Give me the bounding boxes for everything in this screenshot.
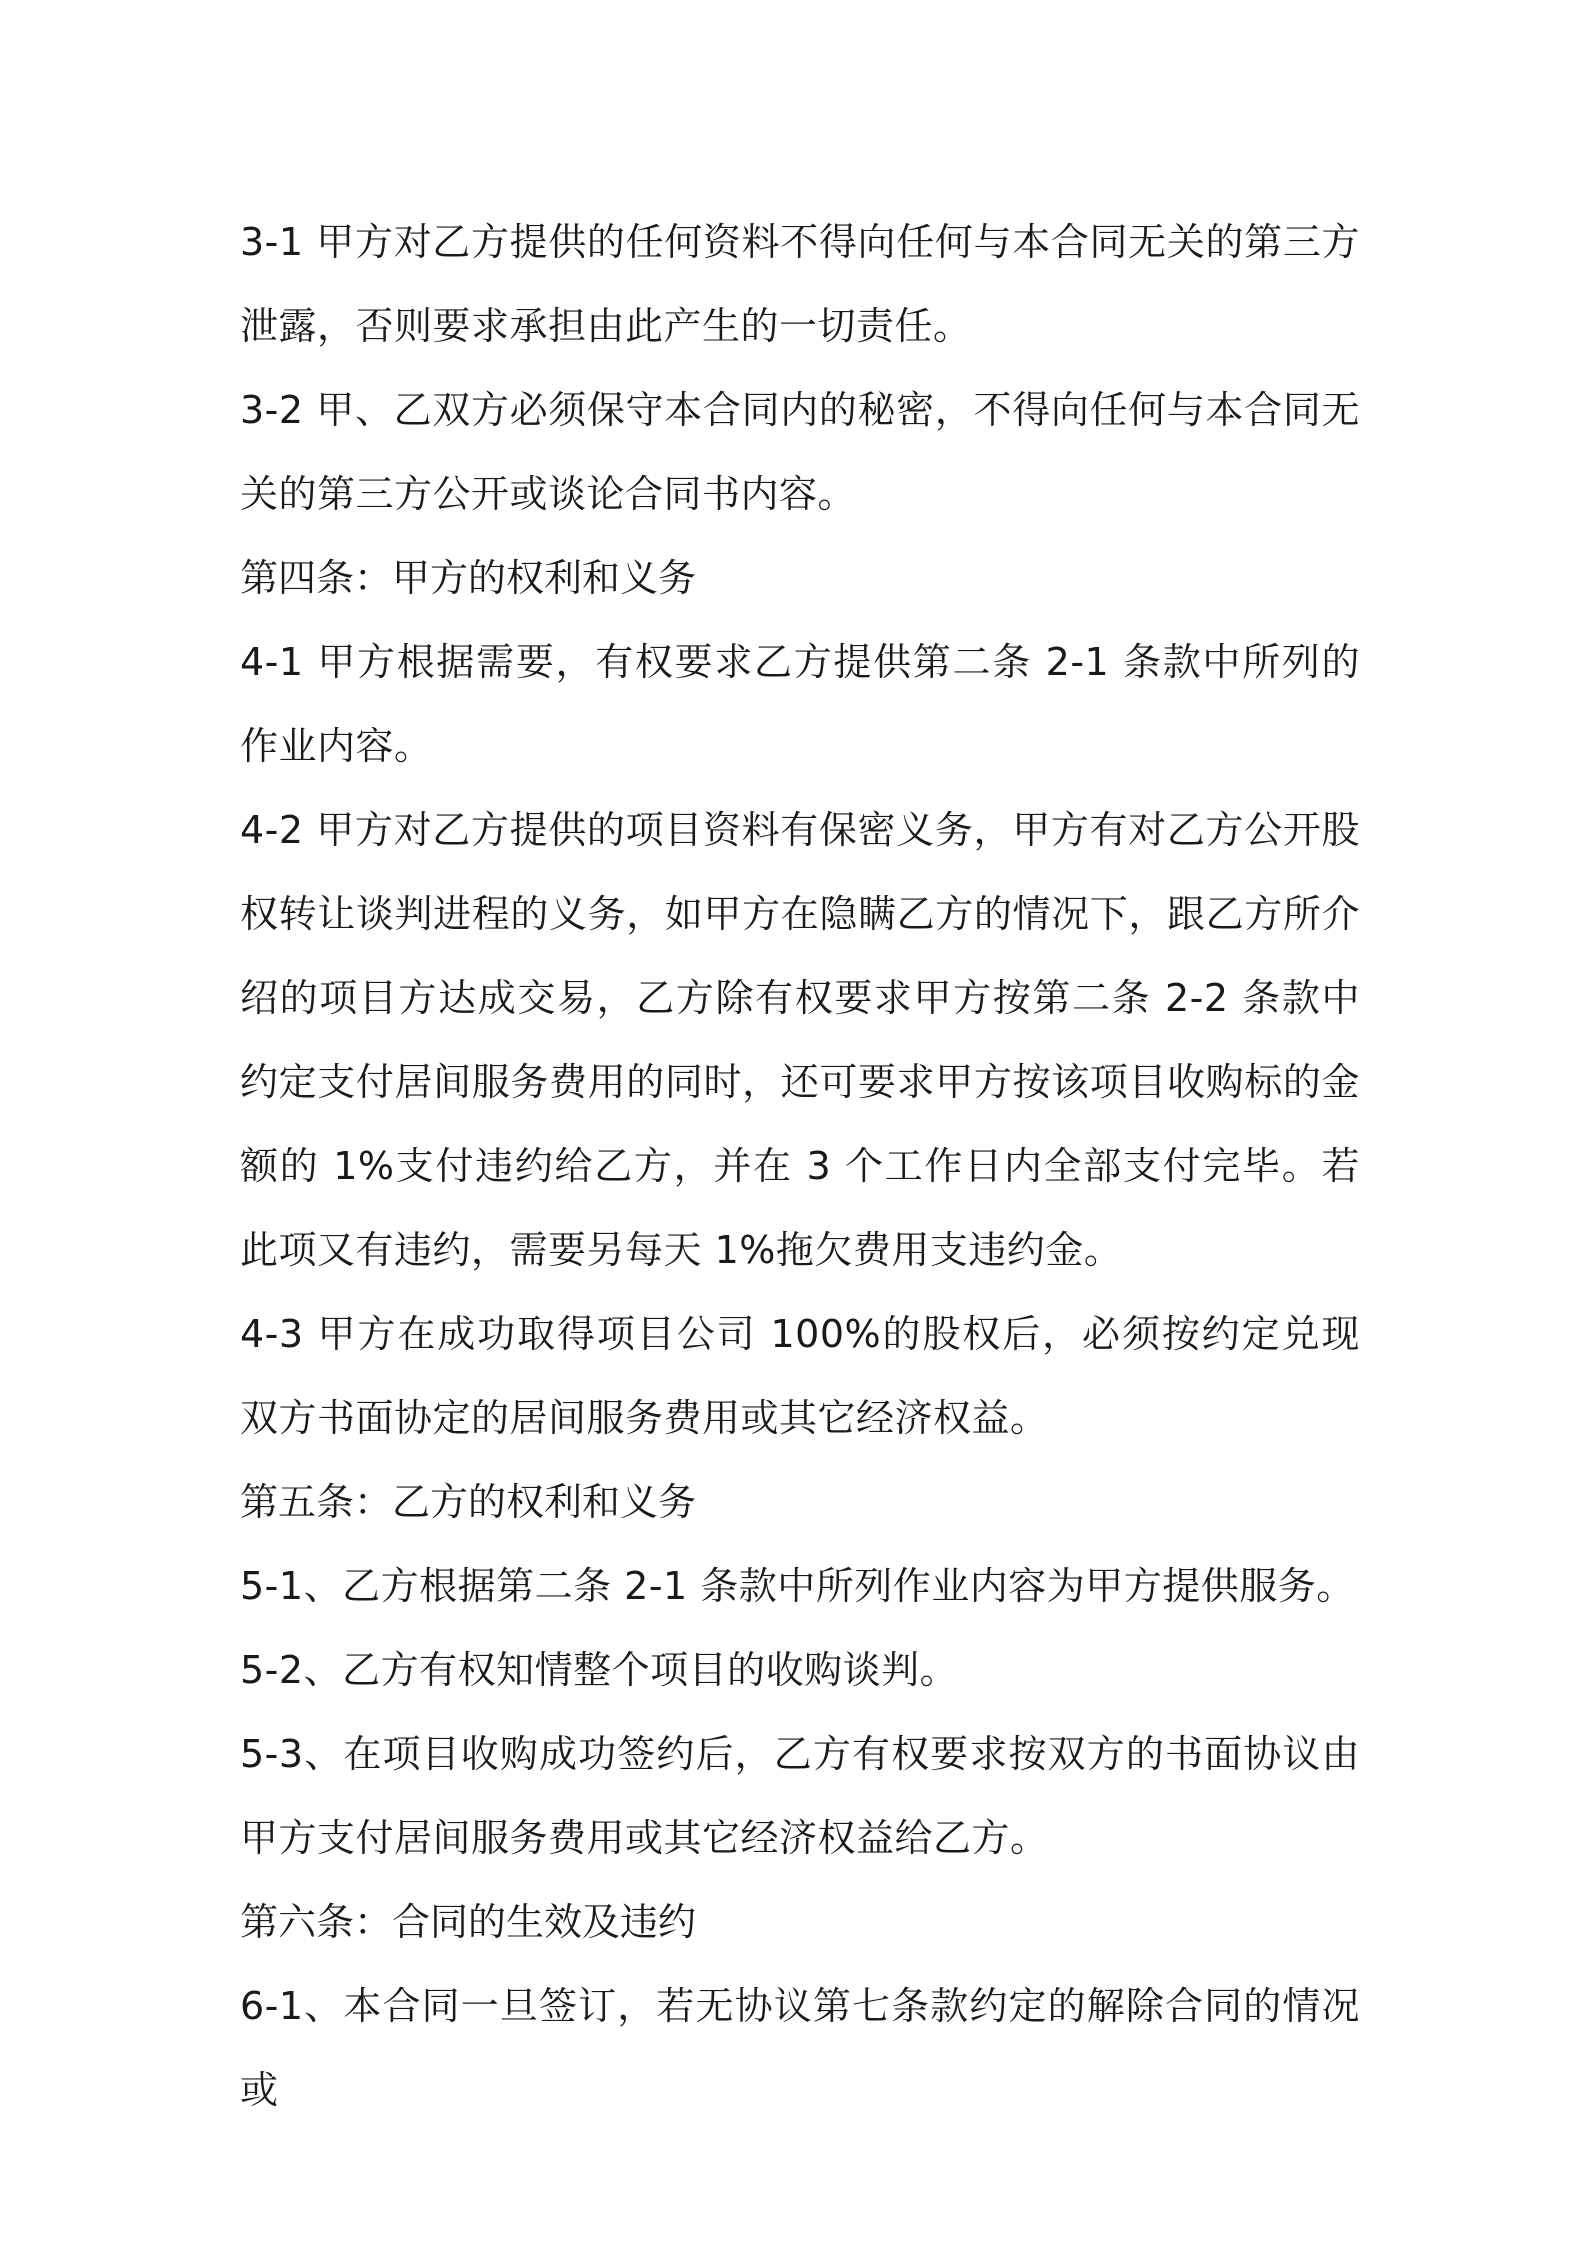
clause-3-2: 3-2 甲、乙双方必须保守本合同内的秘密，不得向任何与本合同无关的第三方公开或谈论合同书内容。 — [240, 388, 1360, 516]
section-heading-article-5: 第五条：乙方的权利和义务 — [240, 1480, 697, 1524]
clause-4-3: 4-3 甲方在成功取得项目公司 100%的股权后，必须按约定兑现双方书面协定的居间服务费用或其它经济权益。 — [240, 1312, 1360, 1440]
clause-3-1: 3-1 甲方对乙方提供的任何资料不得向任何与本合同无关的第三方泄露，否则要求承担由此产生的一切责任。 — [240, 220, 1360, 348]
clause-5-1: 5-1、乙方根据第二条 2-1 条款中所列作业内容为甲方提供服务。 — [240, 1564, 1355, 1608]
section-heading-article-6: 第六条：合同的生效及违约 — [240, 1900, 697, 1944]
section-heading-article-4: 第四条：甲方的权利和义务 — [240, 556, 697, 600]
document-page — [240, 200, 1360, 2132]
clause-4-2: 4-2 甲方对乙方提供的项目资料有保密义务，甲方有对乙方公开股权转让谈判进程的义务，如甲方在隐瞒乙方的情况下，跟乙方所介绍的项目方达成交易，乙方除有权要求甲方按第二条 2-2 条款中约定支付居间服务费用的同时，还可要求甲方按该项目收购标的金额的 1%支付违约给乙方，并在 3 个工作日内全部支付完毕。若此项又有违约，需要另每天 1%拖欠费用支违约金。 — [240, 808, 1360, 1272]
clause-5-2: 5-2、乙方有权知情整个项目的收购谈判。 — [240, 1648, 959, 1692]
clause-6-1: 6-1、本合同一旦签订，若无协议第七条款约定的解除合同的情况或 — [240, 1984, 1360, 2112]
clause-5-3: 5-3、在项目收购成功签约后，乙方有权要求按双方的书面协议由甲方支付居间服务费用或其它经济权益给乙方。 — [240, 1732, 1360, 1860]
clause-4-1: 4-1 甲方根据需要，有权要求乙方提供第二条 2-1 条款中所列的作业内容。 — [240, 640, 1360, 768]
